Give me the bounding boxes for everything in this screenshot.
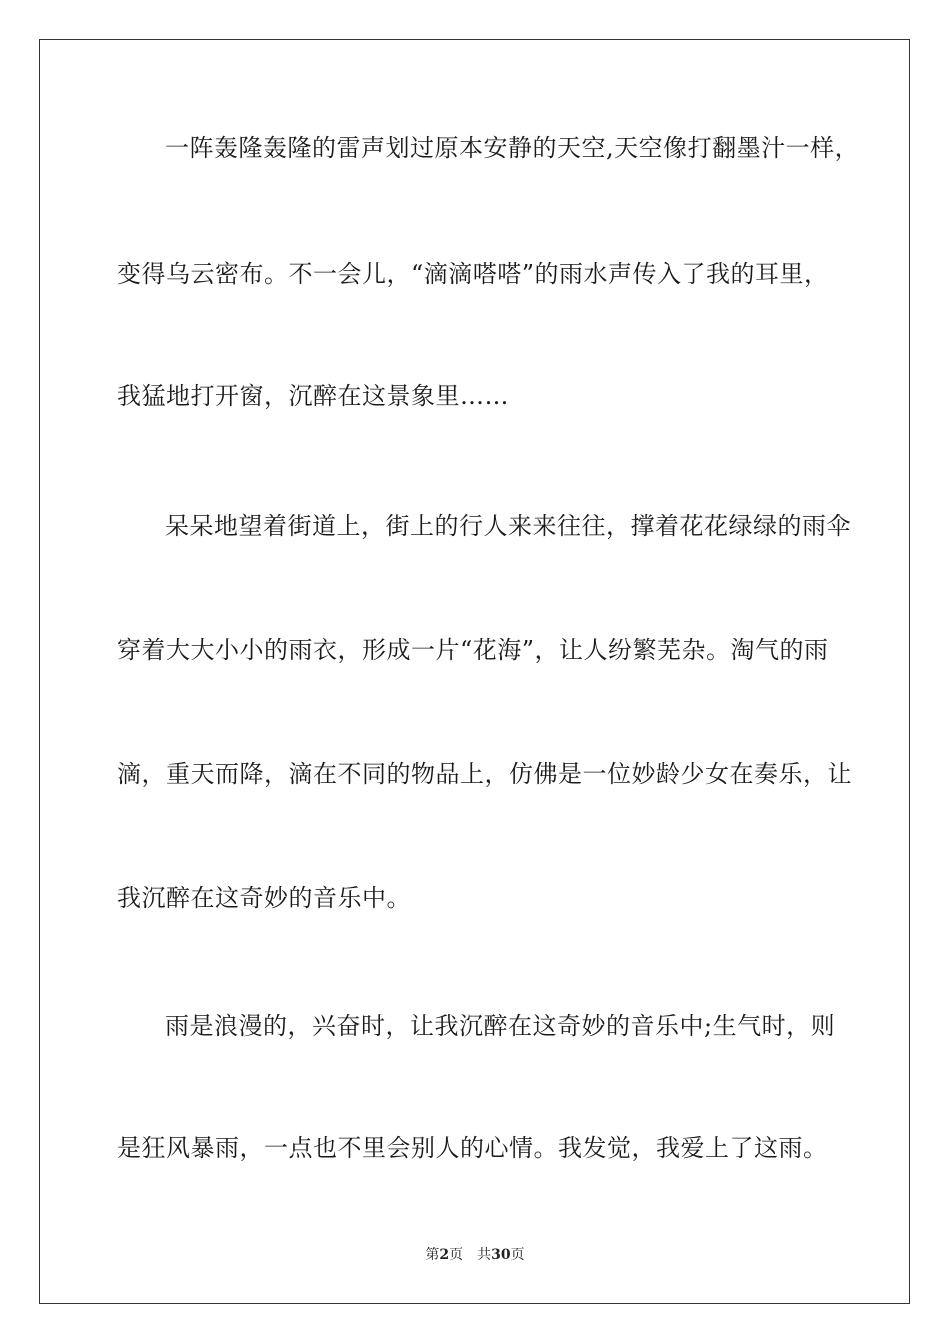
- paragraph-2-line-1: 呆呆地望着街道上，街上的行人来来往往，撑着花花绿绿的雨伞: [165, 512, 851, 540]
- page-border: [39, 39, 910, 1304]
- paragraph-3-line-1: 雨是浪漫的，兴奋时，让我沉醉在这奇妙的音乐中;生气时，则: [165, 1012, 836, 1040]
- paragraph-2-line-4: 我沉醉在这奇妙的音乐中。: [117, 884, 411, 912]
- page-number: 2: [439, 1247, 450, 1263]
- paragraph-1-line-1: 一阵轰隆轰隆的雷声划过原本安静的天空,天空像打翻墨汁一样，: [165, 134, 860, 162]
- paragraph-2-line-2: 穿着大大小小的雨衣，形成一片“花海”，让人纷繁芜杂。淘气的雨: [117, 636, 829, 664]
- paragraph-2-line-3: 滴，重天而降，滴在不同的物品上，仿佛是一位妙龄少女在奏乐，让: [117, 760, 852, 788]
- page-footer: [0, 1245, 950, 1265]
- total-prefix: 共: [477, 1247, 492, 1263]
- total-pages: 30: [491, 1247, 511, 1263]
- paragraph-1-line-2: 变得乌云密布。不一会儿，“滴滴嗒嗒”的雨水声传入了我的耳里，: [117, 260, 829, 288]
- paragraph-3-line-2: 是狂风暴雨，一点也不里会别人的心情。我发觉，我爱上了这雨。: [117, 1134, 828, 1162]
- paragraph-1-line-3: 我猛地打开窗，沉醉在这景象里……: [117, 382, 509, 410]
- page-suffix: 页: [449, 1247, 464, 1263]
- total-suffix: 页: [510, 1247, 525, 1263]
- page-prefix: 第: [425, 1247, 440, 1263]
